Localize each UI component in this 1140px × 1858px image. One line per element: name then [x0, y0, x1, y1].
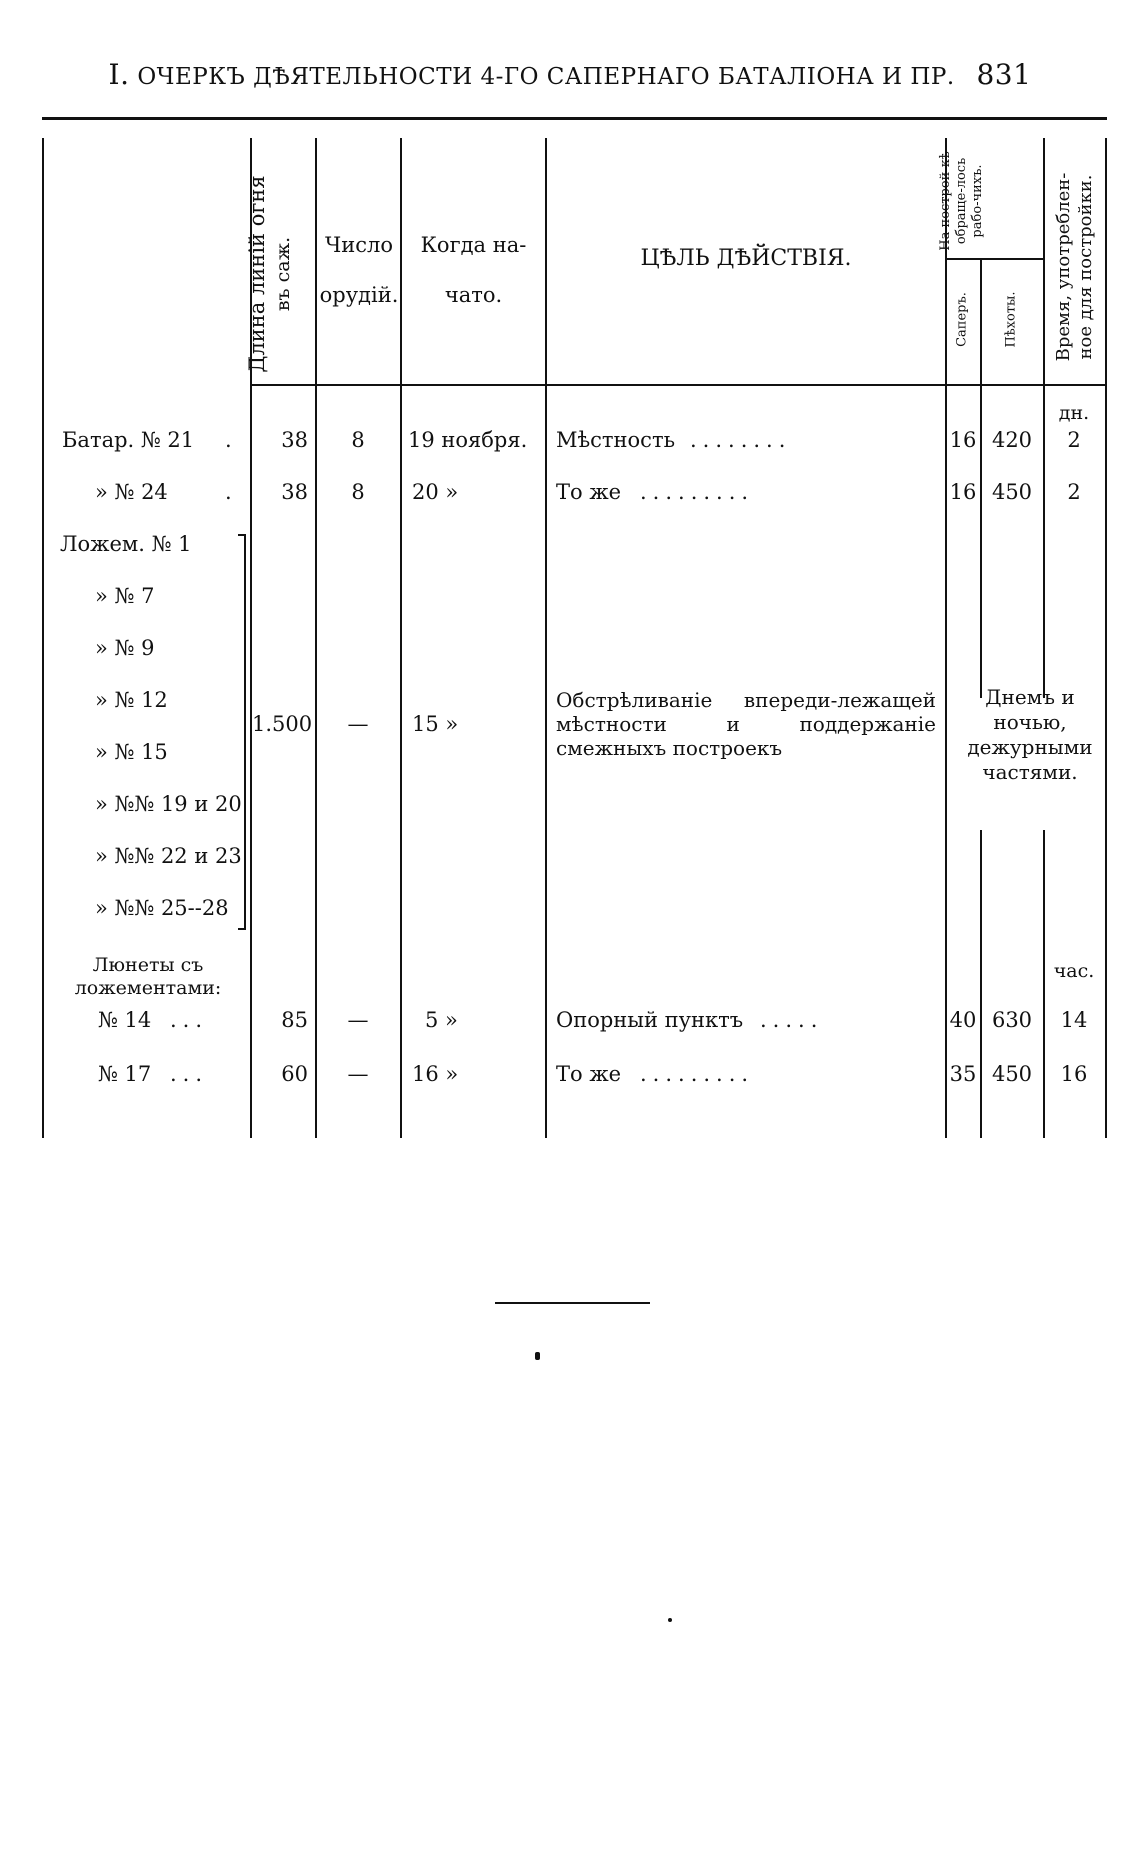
- row-name-dot: .: [225, 480, 232, 504]
- lodgement-brace: [238, 534, 246, 930]
- row-purpose: Мѣстность: [556, 428, 675, 452]
- running-title: ОЧЕРКЪ ДѢЯТЕЛЬНОСТИ 4-ГО САПЕРНАГО БАТАЛІОНА И ПР.: [137, 64, 955, 90]
- top-rule: [42, 117, 1107, 120]
- lunette-time: 16: [1060, 1062, 1088, 1086]
- row-time: 2: [1067, 428, 1081, 452]
- lunette-leader-dots: .........: [640, 1062, 755, 1086]
- lodgement-start: 15 »: [412, 712, 459, 736]
- lodgement-purpose: Обстрѣливаніе впереди-лежащей мѣстности и поддержаніе смежныхъ построекъ: [556, 688, 936, 760]
- lodgement-name: » №№ 22 и 23: [95, 844, 242, 868]
- lodgement-name: » № 9: [95, 636, 155, 660]
- row-time-unit: дн.: [1058, 402, 1090, 424]
- running-header: [0, 58, 1140, 91]
- row-leader-dots: ........: [690, 428, 792, 452]
- col-header-guns: [318, 220, 400, 320]
- table-left-border: [42, 138, 44, 1138]
- row-infantry: 450: [991, 480, 1033, 504]
- lodgement-guns: —: [347, 712, 369, 736]
- col-header-guns-2: орудій.: [319, 283, 399, 307]
- col-header-purpose: ЦѢЛЬ ДѢЙСТВІЯ.: [640, 246, 852, 271]
- lunette-name: № 17: [98, 1062, 152, 1086]
- col-header-time: Время, употреблен-ное для постройки.: [1053, 172, 1096, 362]
- col-divider-7b: [1043, 830, 1045, 1138]
- row-purpose: То же: [556, 480, 622, 504]
- lodgement-workers: Днемъ и ночью, дежурными частями.: [967, 685, 1093, 784]
- row-time: 2: [1067, 480, 1081, 504]
- col-header-infantry: Пѣхоты.: [1003, 291, 1019, 348]
- header-rule: [250, 384, 1107, 386]
- lunette-leader-dots: .....: [760, 1008, 824, 1032]
- col-header-workers: На построй-кѣ обраще-лось рабо-чихъ.: [938, 151, 985, 251]
- lodgement-name: » № 7: [95, 584, 155, 608]
- lunette-time: 14: [1060, 1008, 1088, 1032]
- lodgement-name: » №№ 25--28: [95, 896, 229, 920]
- col-divider-2: [315, 138, 317, 1138]
- col-header-guns-1: Число: [325, 233, 393, 257]
- lodgement-length: 1.500: [252, 712, 313, 736]
- row-start: 20 »: [412, 480, 459, 504]
- col-header-start-1: Когда на-: [420, 233, 527, 257]
- row-name: Батар. № 21: [62, 428, 195, 452]
- row-infantry: 420: [991, 428, 1033, 452]
- lunette-leader-dots: ...: [170, 1008, 209, 1032]
- row-leader-dots: .........: [640, 480, 755, 504]
- col-header-start-2: чато.: [444, 283, 503, 307]
- row-start: 19 ноября.: [408, 428, 528, 452]
- row-sappers: 16: [949, 428, 977, 452]
- lunette-purpose: То же: [556, 1062, 622, 1086]
- col-header-length: [244, 164, 296, 384]
- row-name: » № 24: [95, 480, 168, 504]
- row-sappers: 16: [949, 480, 977, 504]
- footer-dot: [535, 1352, 540, 1360]
- col-divider-5: [945, 138, 947, 1138]
- table-right-border: [1105, 138, 1107, 1138]
- col-header-sappers: Саперъ.: [954, 292, 970, 347]
- lunette-start: 5 »: [425, 1008, 458, 1032]
- row-length: 38: [281, 480, 308, 504]
- lunettes-label: Люнеты съ ложементами:: [74, 954, 222, 999]
- col-header-length-unit: въ саж.: [272, 236, 294, 312]
- lunette-guns: —: [347, 1062, 369, 1086]
- row-length: 38: [281, 428, 308, 452]
- lunette-purpose: Опорный пунктъ: [556, 1008, 744, 1032]
- col-divider-6b: [980, 830, 982, 1138]
- lunette-start: 16 »: [412, 1062, 459, 1086]
- col-header-length-text: Длина линій огня: [245, 175, 269, 373]
- lodgement-name: » № 12: [95, 688, 168, 712]
- lunette-infantry: 450: [991, 1062, 1033, 1086]
- row-guns: 8: [351, 428, 365, 452]
- row-name-dot: .: [225, 428, 232, 452]
- lunette-length: 60: [281, 1062, 308, 1086]
- footer-rule: [495, 1302, 650, 1304]
- col-divider-6: [980, 258, 982, 698]
- lunette-sappers: 35: [949, 1062, 977, 1086]
- lunette-sappers: 40: [949, 1008, 977, 1032]
- chapter-number: I.: [108, 58, 130, 91]
- lunette-leader-dots: ...: [170, 1062, 209, 1086]
- row-guns: 8: [351, 480, 365, 504]
- col-divider-4: [545, 138, 547, 1138]
- speck: [668, 1618, 672, 1622]
- lunette-length: 85: [281, 1008, 308, 1032]
- lunette-guns: —: [347, 1008, 369, 1032]
- lodgement-name: Ложем. № 1: [60, 532, 192, 556]
- lodgement-name: » №№ 19 и 20: [95, 792, 242, 816]
- page-number: 831: [976, 58, 1032, 91]
- lunettes-time-unit: час.: [1053, 960, 1095, 982]
- lodgement-name: » № 15: [95, 740, 168, 764]
- col-header-start: [402, 220, 545, 320]
- lunette-name: № 14: [98, 1008, 152, 1032]
- lunette-infantry: 630: [991, 1008, 1033, 1032]
